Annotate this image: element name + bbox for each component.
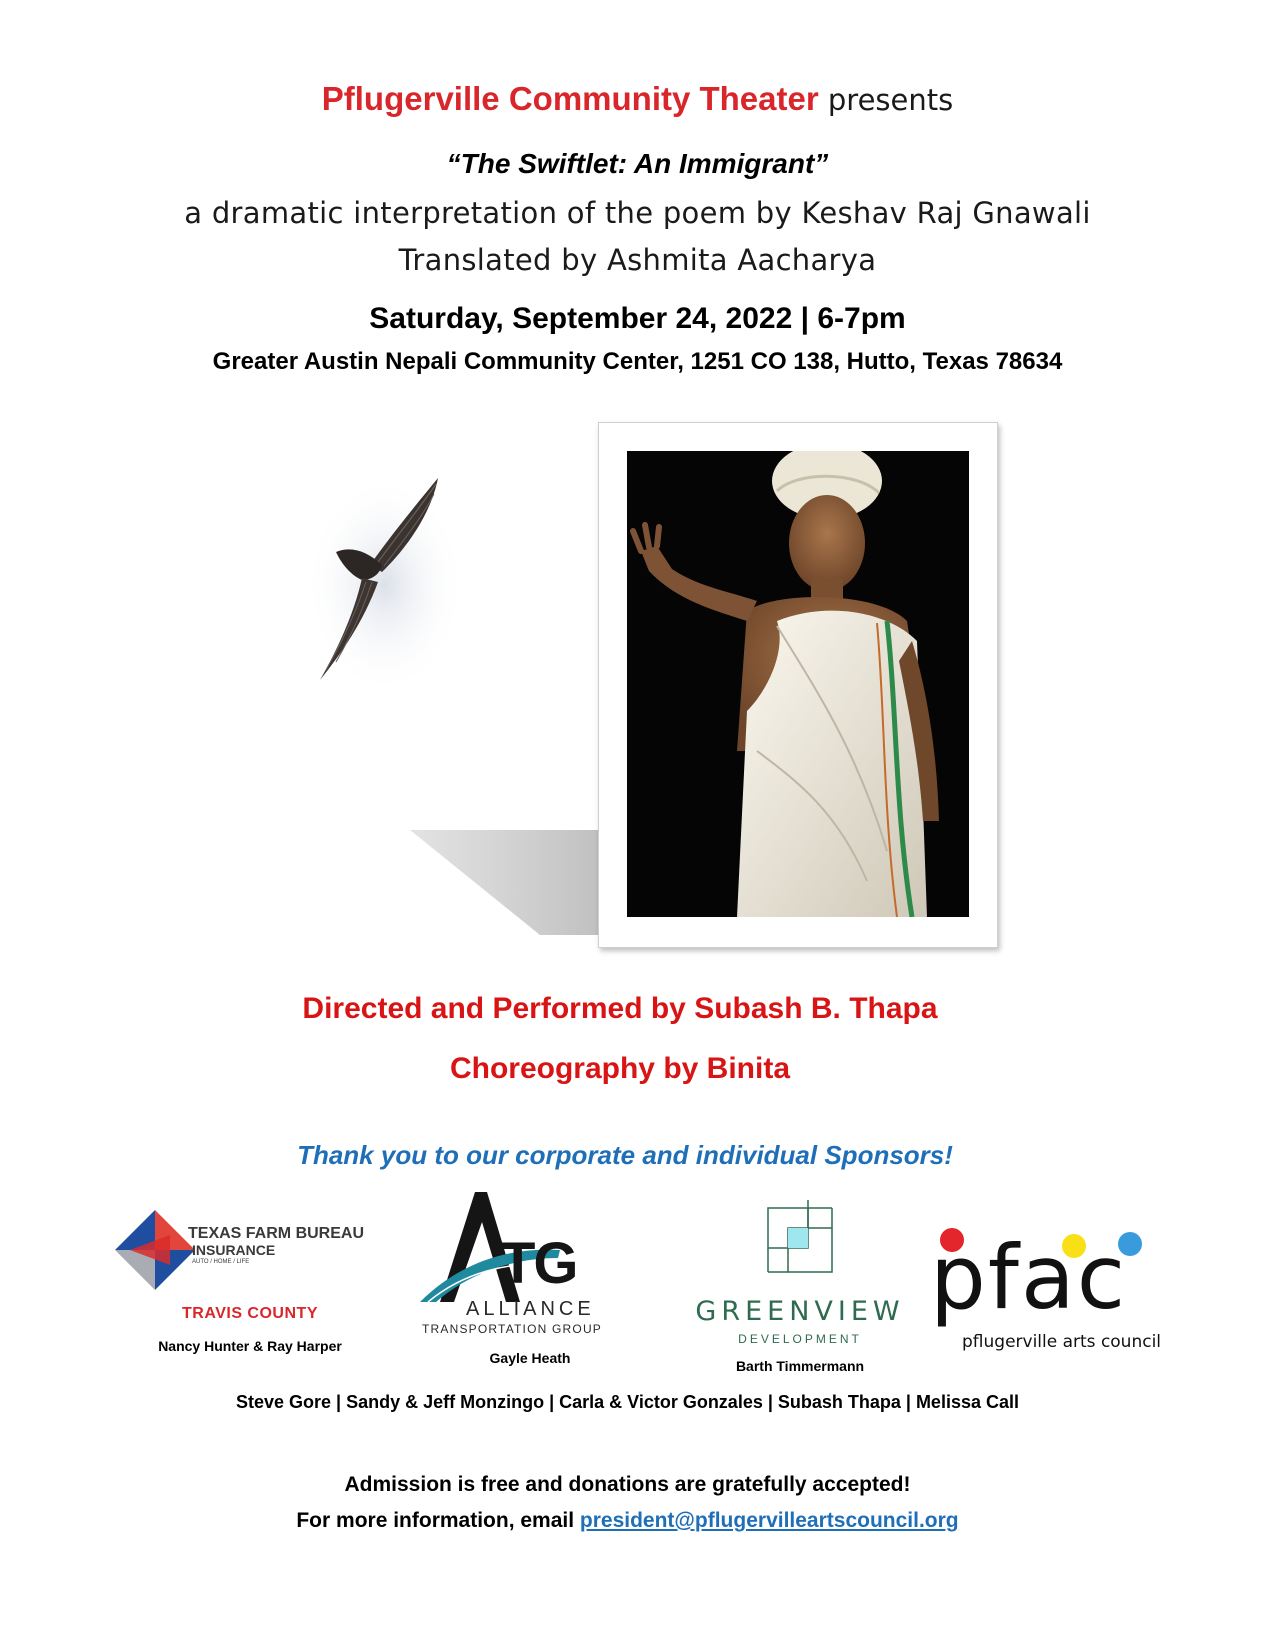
tfb-county: TRAVIS COUNTY: [182, 1305, 318, 1322]
headline: [0, 80, 1275, 118]
tfb-star-icon: [110, 1205, 200, 1295]
greenview-squares-icon: [760, 1200, 840, 1280]
tfb-name-line1: TEXAS FARM BUREAU: [188, 1225, 365, 1242]
pfac-mark: pfac: [930, 1226, 1128, 1329]
atg-line2: TRANSPORTATION GROUP: [422, 1322, 603, 1336]
atg-alliance-logo: [420, 1192, 620, 1342]
individual-sponsors: Steve Gore | Sandy & Jeff Monzingo | Carla & Victor Gonzales | Subash Thapa | Melissa Call: [235, 1392, 1019, 1412]
organization-name: Pflugerville Community Theater: [321, 80, 819, 117]
choreography-credit: Choreography by Binita: [449, 1052, 791, 1085]
greenview-line1: GREENVIEW: [695, 1296, 905, 1327]
director-credit: Directed and Performed by Subash B. Thapa: [302, 992, 938, 1025]
greenview-line2: DEVELOPMENT: [738, 1332, 862, 1346]
photo-shadow: [410, 830, 610, 940]
show-title: “The Swiftlet: An Immigrant”: [446, 148, 829, 179]
swiftlet-bird-image: [300, 470, 470, 700]
contact-info-prefix: For more information, email: [296, 1509, 580, 1532]
tfb-contact: Nancy Hunter & Ray Harper: [158, 1338, 342, 1354]
sponsor-thanks: Thank you to our corporate and individual Sponsors!: [297, 1140, 953, 1170]
performer-photo-frame: [598, 422, 998, 948]
pfac-logo: [930, 1220, 1170, 1350]
performer-photo: [627, 451, 969, 917]
contact-email-link[interactable]: president@pflugervilleartscouncil.org: [579, 1509, 959, 1532]
pfac-line: pflugerville arts council: [962, 1332, 1162, 1352]
event-date: Saturday, September 24, 2022 | 6-7pm: [369, 302, 906, 335]
event-venue: Greater Austin Nepali Community Center, 1251 CO 138, Hutto, Texas 78634: [212, 348, 1063, 375]
admission-note: Admission is free and donations are gratefully accepted!: [344, 1473, 911, 1496]
tfb-tagline: AUTO / HOME / LIFE: [192, 1259, 250, 1265]
tfb-name-line2: INSURANCE: [192, 1242, 276, 1258]
contact-info: [0, 1509, 1255, 1533]
translator-credit: Translated by Ashmita Aacharya: [398, 243, 877, 277]
greenview-contact: Barth Timmermann: [735, 1358, 865, 1374]
show-subtitle: a dramatic interpretation of the poem by Keshav Raj Gnawali: [184, 196, 1091, 230]
atg-mark: TG: [500, 1231, 577, 1296]
presents-text: presents: [827, 83, 954, 117]
atg-line1: ALLIANCE: [466, 1298, 595, 1320]
atg-contact: Gayle Heath: [489, 1350, 571, 1366]
texas-farm-bureau-logo: [110, 1205, 380, 1355]
greenview-logo: [690, 1200, 910, 1350]
